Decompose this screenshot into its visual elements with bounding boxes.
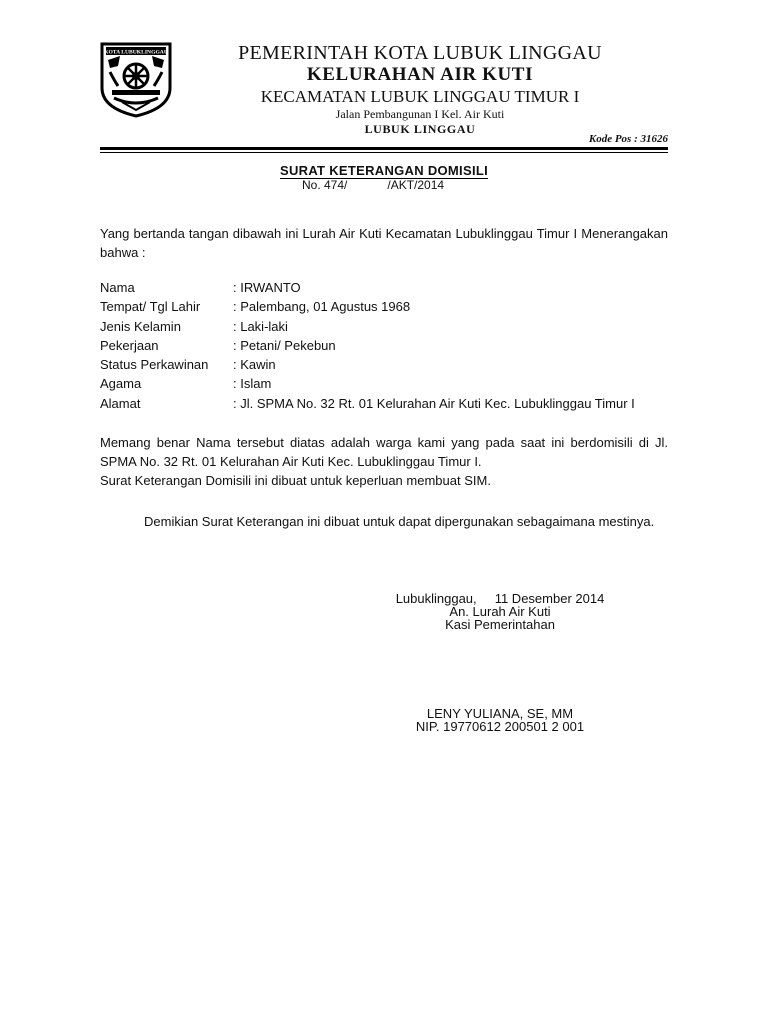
identity-table	[100, 280, 635, 415]
postal-code: Kode Pos : 31626	[588, 133, 668, 145]
statement-block	[100, 433, 668, 490]
table-row	[100, 396, 635, 415]
signature-footer	[360, 707, 640, 733]
field-value: : Palembang, 01 Agustus 1968	[233, 299, 411, 315]
field-value: : Petani/ Pekebun	[233, 337, 336, 353]
field-label: Jenis Kelamin	[100, 318, 181, 334]
table-row	[100, 280, 635, 299]
field-label: Nama	[100, 280, 135, 295]
field-label: Agama	[100, 376, 142, 392]
field-label: Tempat/ Tgl Lahir	[100, 299, 201, 315]
document-number: No. 474/ /AKT/2014	[302, 178, 445, 192]
letterhead-city: LUBUK LINGGAU	[364, 122, 476, 136]
place-date: Lubuklinggau, 11 Desember 2014	[395, 591, 605, 606]
document-title: SURAT KETERANGAN DOMISILI	[279, 163, 489, 178]
letterhead-kelurahan: KELURAHAN AIR KUTI	[306, 64, 534, 85]
field-label: Pekerjaan	[100, 337, 159, 353]
field-label: Status Perkawinan	[100, 357, 209, 373]
purpose-paragraph: Surat Keterangan Domisili ini dibuat untuk keperluan membuat SIM.	[100, 473, 491, 488]
intro-paragraph: Yang bertanda tangan dibawah ini Lurah Air Kuti Kecamatan Lubuklinggau Timur I Menerangakan bahwa :	[100, 226, 668, 260]
on-behalf: An. Lurah Air Kuti	[449, 604, 551, 619]
document-title-row	[100, 163, 668, 178]
table-row	[100, 357, 635, 376]
letterhead-address: Jalan Pembangunan I Kel. Air Kuti	[335, 107, 505, 121]
field-value: : IRWANTO	[233, 280, 301, 295]
table-row	[100, 338, 635, 357]
table-row	[100, 299, 635, 318]
statement-paragraph: Memang benar Nama tersebut diatas adalah warga kami yang pada saat ini berdomisili di Jl. SPMA No. 32 Rt. 01 Kelurahan Air Kuti Kec. Lubuklinggau Timur I.	[100, 435, 668, 469]
signatory-name: LENY YULIANA, SE, MM	[426, 706, 574, 721]
city-emblem-icon	[100, 42, 172, 118]
closing-paragraph: Demikian Surat Keterangan ini dibuat untuk dapat dipergunakan sebagaimana mestinya.	[144, 514, 655, 529]
letterhead	[180, 42, 660, 137]
letterhead-divider-thick	[100, 147, 668, 150]
field-label: Alamat	[100, 395, 141, 411]
field-value: : Jl. SPMA No. 32 Rt. 01 Kelurahan Air Kuti Kec. Lubuklinggau Timur I	[233, 395, 635, 411]
field-value: : Laki-laki	[233, 318, 288, 334]
field-value: : Kawin	[233, 357, 276, 373]
letterhead-government: PEMERINTAH KOTA LUBUK LINGGAU	[238, 42, 602, 64]
signatory-nip: NIP. 19770612 200501 2 001	[415, 719, 585, 734]
signatory-position: Kasi Pemerintahan	[445, 617, 555, 632]
letterhead-kecamatan: KECAMATAN LUBUK LINGGAU TIMUR I	[260, 87, 580, 106]
signature-header	[360, 592, 640, 631]
emblem-label: KOTA LUBUKLINGGAU	[104, 49, 168, 56]
table-row	[100, 376, 635, 395]
letterhead-divider-thin	[100, 152, 668, 153]
field-value: : Islam	[233, 376, 272, 392]
table-row	[100, 319, 635, 338]
